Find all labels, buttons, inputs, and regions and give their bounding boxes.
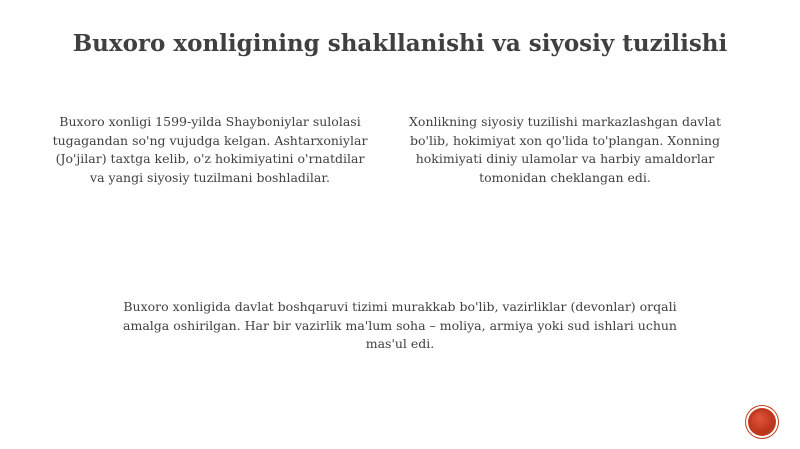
right-paragraph: Xonlikning siyosiy tuzilishi markazlashgan davlat bo'lib, hokimiyat xon qo'lida to'plangan. Xonning hokimiyati diniy ulamolar va harbiy amaldorlar tomonidan cheklangan edi.	[409, 114, 721, 185]
left-paragraph: Buxoro xonligi 1599-yilda Shayboniylar sulolasi tugagandan so'ng vujudga kelgan. Ashtarxoniylar (Jo'jilar) taxtga kelib, o'z hokimiyatini o'rnatdilar va yangi siyosiy tuzilmani boshladilar.	[52, 114, 368, 185]
bottom-paragraph: Buxoro xonligida davlat boshqaruvi tizimi murakkab bo'lib, vazirliklar (devonlar) orqali amalga oshirilgan. Har bir vazirlik ma'lum soha – moliya, armiya yoki sud ishlari uchun mas'ul edi.	[123, 299, 677, 351]
circle-nav-icon	[751, 411, 773, 433]
slide-nav-button[interactable]	[748, 408, 776, 436]
slide-title: Buxoro xonligining shakllanishi va siyosiy tuzilishi	[72, 30, 728, 57]
